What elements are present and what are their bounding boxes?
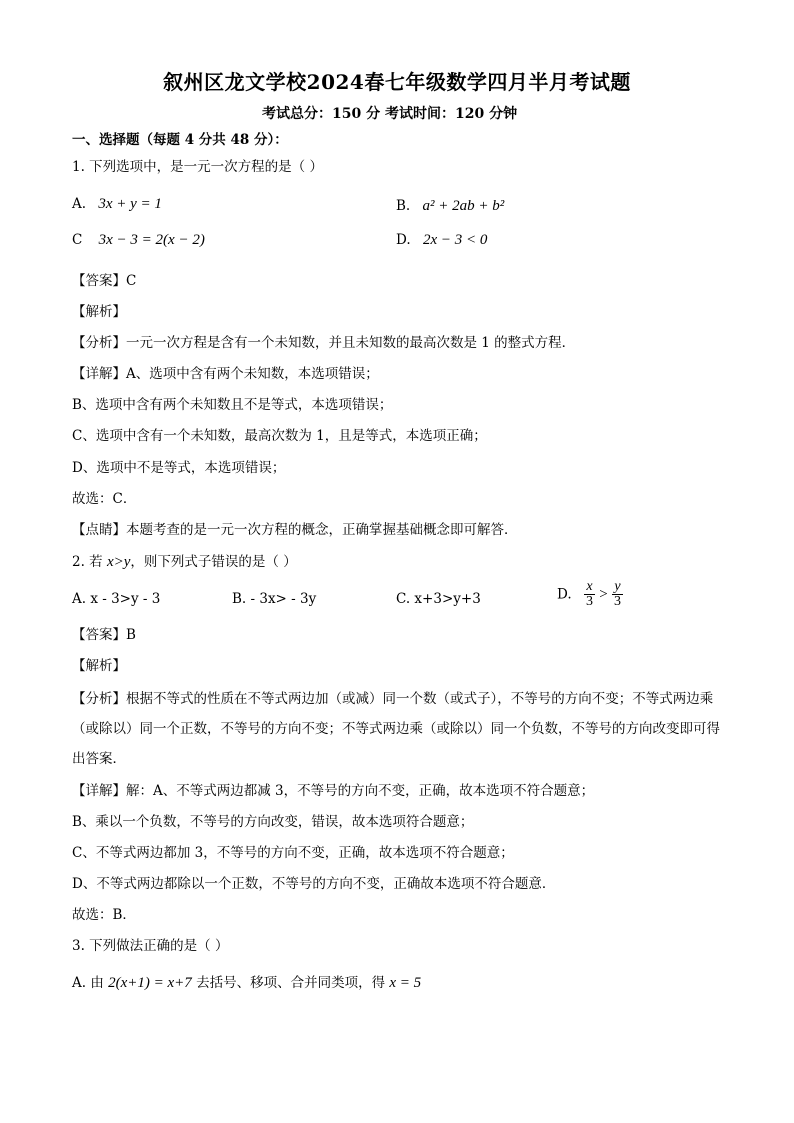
q2-d-numerator-right: y xyxy=(612,580,623,595)
q1-option-a xyxy=(72,194,162,214)
q2-option-d-frac-left xyxy=(584,580,595,609)
q2-d-denominator-right: 3 xyxy=(614,594,621,609)
q2-d-denominator-left: 3 xyxy=(585,594,593,609)
q1-stem: 1. 下列选项中，是一元一次方程的是（ ） xyxy=(72,159,323,175)
exam-title: 叙州区龙文学校2024春七年级数学四月半月考试题 xyxy=(163,70,631,94)
q2-choice: 故选：B． xyxy=(72,907,136,923)
q1-detail-c: C、选项中含有一个未知数，最高次数为 1，且是等式，本选项正确； xyxy=(72,428,487,444)
q1-option-b xyxy=(396,196,504,216)
q2-stem-suffix: ，则下列式子错误的是（ ） xyxy=(130,554,297,570)
q3-option-a-equation: 2(x+1) = x+7 xyxy=(108,975,192,991)
q2-stem-condition: x>y xyxy=(106,554,131,570)
q2-analysis-heading: 【解析】 xyxy=(72,658,126,674)
q1-option-b-expr: a² + 2ab + b² xyxy=(422,198,505,214)
q3-option-a-prefix: A. 由 xyxy=(72,975,109,991)
section-heading: 一、选择题（每题 4 分共 48 分）： xyxy=(72,132,288,148)
q1-option-d-label: D. xyxy=(396,232,411,248)
q1-detail-b: B、选项中含有两个未知数且不是等式，本选项错误； xyxy=(72,397,393,413)
q2-analysis: 【分析】根据不等式的性质在不等式两边加（或减）同一个数（或式子），不等号的方向不变；不等式两边乘（或除以）同一个正数，不等号的方向不变；不等式两边乘（或除以）同一个负数，不等号的方向改变即可得出答案． xyxy=(72,691,720,767)
q1-choice: 故选：C． xyxy=(72,491,137,507)
q1-option-d-expr: 2x − 3 < 0 xyxy=(422,232,488,248)
q1-analysis: 【分析】一元一次方程是含有一个未知数，并且未知数的最高次数是 1 的整式方程． xyxy=(72,335,576,351)
q3-option-a xyxy=(72,973,421,993)
q2-option-d xyxy=(557,580,623,609)
q2-d-relation: > xyxy=(599,586,608,603)
q3-option-a-middle: 去括号、移项、合并同类项，得 xyxy=(191,975,390,991)
exam-subtitle: 考试总分：150 分 考试时间：120 分钟 xyxy=(262,106,518,122)
q1-option-d xyxy=(396,230,487,250)
q3-option-a-result: x = 5 xyxy=(389,975,422,991)
q2-detail-b: B、乘以一个负数，不等号的方向改变，错误，故本选项符合题意； xyxy=(72,814,474,830)
q2-stem-prefix: 2. 若 xyxy=(72,554,107,570)
q1-option-c xyxy=(72,230,205,250)
q1-answer: 【答案】C xyxy=(72,273,137,289)
q1-comment: 【点睛】本题考查的是一元一次方程的概念，正确掌握基础概念即可解答． xyxy=(72,522,518,538)
q1-analysis-heading: 【解析】 xyxy=(72,304,126,320)
q2-stem xyxy=(72,552,297,572)
q2-d-numerator-left: x xyxy=(584,580,595,595)
q1-detail-a: 【详解】A、选项中含有两个未知数，本选项错误； xyxy=(72,366,379,382)
q2-detail-a: 【详解】解：A、不等式两边都减 3，不等号的方向不变，正确，故本选项不符合题意； xyxy=(72,783,595,799)
q1-option-a-expr: 3x + y = 1 xyxy=(98,196,162,212)
q1-option-c-label: C xyxy=(72,232,83,248)
q1-detail-d: D、选项中不是等式，本选项错误； xyxy=(72,460,286,476)
q1-option-c-expr: 3x − 3 = 2(x − 2) xyxy=(98,232,205,248)
q2-option-d-frac-right xyxy=(612,580,623,609)
q2-option-c: C. x+3>y+3 xyxy=(396,591,481,607)
q2-option-a: A. x - 3>y - 3 xyxy=(72,591,161,607)
q2-detail-d: D、不等式两边都除以一个正数，不等号的方向不变，正确故本选项不符合题意． xyxy=(72,876,556,892)
q2-option-b: B. - 3x> - 3y xyxy=(232,591,317,607)
q1-option-b-label: B. xyxy=(396,198,411,214)
q2-answer: 【答案】B xyxy=(72,627,136,643)
q3-stem: 3. 下列做法正确的是（ ） xyxy=(72,938,229,954)
q2-detail-c: C、不等式两边都加 3，不等号的方向不变，正确，故本选项不符合题意； xyxy=(72,845,514,861)
q1-option-a-label: A. xyxy=(72,196,87,212)
q2-option-d-label: D. xyxy=(557,586,572,603)
